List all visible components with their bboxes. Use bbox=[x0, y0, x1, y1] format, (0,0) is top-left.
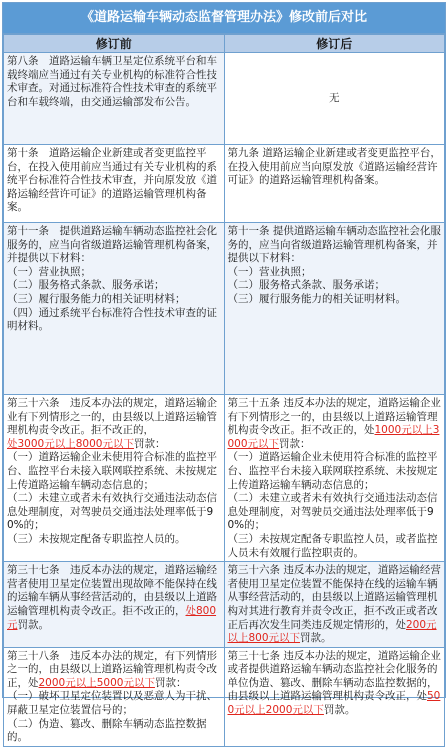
after-paragraph: （三）未按规定配备专职监控人员，或者监控人员未有效履行监控职责的。 bbox=[227, 532, 438, 559]
after-paragraph: 第三十五条 违反本办法的规定，道路运输企业有下列情形之一的，由县级以上道路运输管理机构责令改正。拒不改正的，处1000元以上3000元以下罚款： bbox=[227, 397, 441, 450]
after-cell bbox=[224, 395, 445, 562]
before-paragraph: 第十一条 提供道路运输车辆动态监控社会化服务的，应当向省级道路运输管理机构备案，并提供以下材料： bbox=[7, 225, 217, 265]
penalty-amount: 处800元 bbox=[7, 604, 217, 631]
after-paragraph: （一）营业执照； bbox=[227, 265, 312, 278]
penalty-amount: 处3000元以上8000元以下 bbox=[7, 437, 134, 450]
after-paragraph: 第三十六条 违反本办法的规定，道路运输经营者使用卫星定位装置不能保持在线的运输车辆从事经营活动的，由县级以上道路运输管理机构对其进行教育并责令改正，拒不改正或者改正后再次发生同类违反规定情形的，处200元以上800元以下罚款。 bbox=[227, 564, 441, 645]
table-row bbox=[4, 223, 445, 395]
penalty-amount: 1000元以上3000元以下 bbox=[227, 424, 440, 450]
before-paragraph: 第十条 道路运输企业新建或者变更监控平台，在投入使用前应当通过有关专业机构的系统平台标准符合性技术审查，并向原发放《道路运输经营许可证》的道路运输管理机构备案。 bbox=[7, 147, 217, 214]
document-title: 《道路运输车辆动态监督管理办法》修改前后对比 bbox=[3, 3, 445, 34]
before-paragraph: 第三十六条 违反本办法的规定，道路运输企业有下列情形之一的，由县级以上道路运输管理机构责令改正。拒不改正的， bbox=[7, 397, 217, 437]
penalty-amount: 500元以上2000元以下 bbox=[227, 690, 441, 717]
table-row bbox=[4, 562, 445, 648]
table-row bbox=[4, 647, 445, 746]
before-paragraph: （二）伪造、篡改、删除车辆动态监控数据的。 bbox=[7, 717, 207, 744]
before-paragraph: 第三十七条 违反本办法的规定，道路运输经营者使用卫星定位装置出现故障不能保持在线的运输车辆从事经营活动的，由县级以上道路运输管理机构责令改正。拒不改正的，处800元罚款。 bbox=[7, 564, 217, 631]
column-header-after: 修订后 bbox=[224, 35, 445, 53]
penalty-amount: 200元以上800元以下 bbox=[227, 618, 437, 645]
before-paragraph: （二）未建立或者未有效执行交通违法动态信息处理制度，对驾驶员交通违法处理率低于90%的； bbox=[7, 492, 217, 532]
after-paragraph: （一）道路运输企业未使用符合标准的监控平台、监控平台未接入联网联控系统、未按规定上传道路运输车辆动态信息的； bbox=[227, 451, 438, 491]
header-row bbox=[4, 35, 445, 53]
after-cell bbox=[224, 562, 445, 648]
after-paragraph: 第十一条 提供道路运输车辆动态监控社会化服务的，应当向省级道路运输管理机构备案，并提供以下材料： bbox=[227, 225, 441, 265]
after-paragraph: （二）未建立或者未有效执行交通违法动态信息处理制度，对驾驶员交通违法处理率低于90%的； bbox=[227, 492, 438, 532]
before-paragraph: （三）履行服务能力的相关证明材料； bbox=[7, 292, 186, 305]
before-cell bbox=[4, 145, 225, 223]
after-cell bbox=[224, 223, 445, 395]
comparison-document bbox=[2, 2, 446, 744]
before-cell bbox=[4, 395, 225, 562]
before-paragraph: 第三十八条 违反本办法的规定，有下列情形之一的，由县级以上道路运输管理机构责令改正，处2000元以上5000元以下罚款： bbox=[7, 649, 217, 689]
before-cell bbox=[4, 562, 225, 648]
before-paragraph: （三）未按规定配备专职监控人员的。 bbox=[7, 532, 186, 545]
before-paragraph: （二）服务格式条款、服务承诺； bbox=[7, 279, 165, 292]
comparison-table bbox=[3, 34, 445, 747]
before-paragraph: 第八条 道路运输车辆卫星定位系统平台和车载终端应当通过有关专业机构的标准符合性技术审查。对通过标准符合性技术审查的系统平台和车载终端，由交通运输部发布公告。 bbox=[7, 55, 217, 108]
before-paragraph: （一）营业执照； bbox=[7, 265, 91, 278]
before-paragraph: 处3000元以上8000元以下罚款： bbox=[7, 437, 166, 450]
before-paragraph: （四）通过系统平台标准符合性技术审查的证明材料。 bbox=[7, 306, 217, 333]
penalty-amount: 2000元以上5000元以下 bbox=[38, 676, 155, 689]
after-cell bbox=[224, 53, 445, 145]
column-header-before: 修订前 bbox=[4, 35, 225, 53]
after-cell bbox=[224, 647, 445, 746]
before-cell bbox=[4, 647, 225, 746]
before-cell bbox=[4, 53, 225, 145]
after-cell bbox=[224, 145, 445, 223]
after-paragraph: 第九条 道路运输企业新建或者变更监控平台，在投入使用前应当向原发放《道路运输经营许可证》的道路运输管理机构备案。 bbox=[227, 147, 441, 187]
after-paragraph: （三）履行服务能力的相关证明材料。 bbox=[227, 292, 406, 305]
after-paragraph: （二）服务格式条款、服务承诺； bbox=[227, 279, 385, 292]
before-paragraph: （一）破坏卫星定位装置以及恶意人为干扰、屏蔽卫星定位装置信号的； bbox=[7, 690, 217, 717]
table-row bbox=[4, 145, 445, 223]
table-row bbox=[4, 53, 445, 145]
table-row bbox=[4, 395, 445, 562]
after-paragraph: 第三十七条 违反本办法的规定，道路运输企业或者提供道路运输车辆动态监控社会化服务的单位伪造、篡改、删除车辆动态监控数据的，由县级以上道路运输管理机构责令改正，处500元以上2000元以下罚款。 bbox=[227, 649, 441, 717]
after-paragraph: 无 bbox=[329, 92, 340, 105]
before-paragraph: （一）道路运输企业未使用符合标准的监控平台、监控平台未接入联网联控系统、未按规定上传道路运输车辆动态信息的； bbox=[7, 451, 217, 491]
before-cell bbox=[4, 223, 225, 395]
